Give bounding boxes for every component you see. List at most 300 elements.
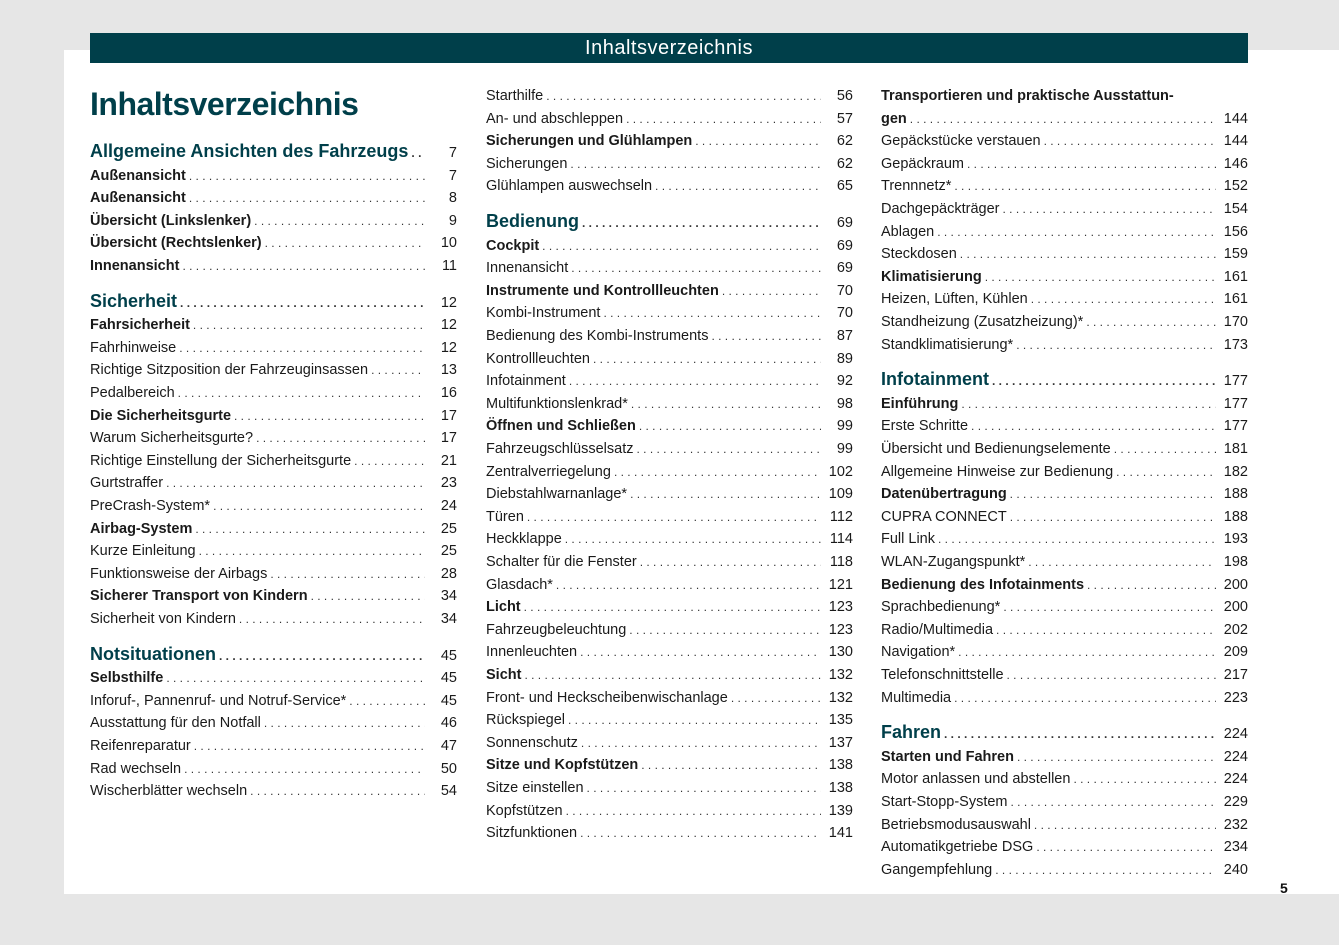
toc-entry[interactable] xyxy=(90,233,457,253)
toc-entry-page: 109 xyxy=(828,486,853,503)
toc-leader-dots xyxy=(626,109,821,129)
toc-entry-label: Pedalbereich xyxy=(90,385,175,401)
toc-leader-dots xyxy=(971,416,1216,436)
toc-entry[interactable] xyxy=(90,759,457,779)
toc-leader-dots xyxy=(1114,439,1216,459)
toc-entry-label: Fahrsicherheit xyxy=(90,317,190,334)
toc-entry-label: Sonnenschutz xyxy=(486,734,578,751)
toc-entry[interactable] xyxy=(90,406,457,426)
toc-entry-label: Übersicht und Bedienungselemente xyxy=(881,441,1111,457)
toc-entry-page: 21 xyxy=(440,452,457,469)
toc-entry[interactable] xyxy=(486,303,853,323)
toc-entry-page: 34 xyxy=(440,611,457,627)
toc-entry-page: 217 xyxy=(1223,667,1248,683)
toc-leader-dots xyxy=(524,665,821,685)
toc-entry[interactable] xyxy=(881,815,1248,835)
toc-entry-page: 17 xyxy=(440,407,457,424)
toc-leader-dots xyxy=(695,131,821,151)
toc-entry[interactable] xyxy=(881,575,1248,595)
toc-leader-dots xyxy=(1028,552,1216,572)
toc-entry-label: Ausstattung für den Notfall xyxy=(90,715,261,732)
toc-entry[interactable] xyxy=(486,665,853,685)
toc-leader-dots xyxy=(556,575,821,595)
toc-entry-page: 138 xyxy=(828,780,853,796)
toc-entry-label: Multimedia xyxy=(881,689,952,706)
toc-entry[interactable] xyxy=(486,258,853,278)
toc-entry[interactable] xyxy=(881,665,1248,685)
toc-entry-label: Diebstahlwarnanlage* xyxy=(486,486,628,503)
toc-entry-page: 102 xyxy=(828,463,853,480)
toc-entry[interactable] xyxy=(881,439,1248,459)
toc-entry-label: Sicherheit xyxy=(90,290,178,311)
toc-entry[interactable] xyxy=(486,575,853,595)
toc-entry-page: 45 xyxy=(440,670,457,687)
toc-entry-page: 223 xyxy=(1223,689,1248,706)
toc-entry[interactable] xyxy=(881,154,1248,174)
toc-leader-dots xyxy=(944,722,1216,746)
toc-entry-label: Fahren xyxy=(881,722,942,743)
toc-entry-page: 224 xyxy=(1223,771,1248,788)
toc-entry[interactable] xyxy=(881,335,1248,355)
toc-entry-page: 132 xyxy=(828,667,853,683)
toc-entry[interactable] xyxy=(90,211,457,231)
toc-leader-dots xyxy=(1031,289,1216,309)
toc-leader-dots xyxy=(985,267,1216,287)
toc-entry-label: An- und abschleppen xyxy=(486,110,624,127)
toc-leader-dots xyxy=(995,860,1216,880)
toc-leader-dots xyxy=(593,349,821,369)
toc-entry[interactable] xyxy=(486,326,853,346)
toc-entry-label: Infotainment xyxy=(486,373,566,390)
toc-leader-dots xyxy=(189,166,425,186)
toc-entry[interactable] xyxy=(881,312,1248,332)
toc-entry[interactable] xyxy=(486,349,853,369)
toc-entry-label: Telefonschnittstelle xyxy=(881,667,1004,683)
toc-entry[interactable] xyxy=(90,139,457,163)
toc-entry[interactable] xyxy=(486,710,853,730)
toc-entry[interactable] xyxy=(881,620,1248,640)
toc-entry-page: 200 xyxy=(1223,599,1248,616)
toc-leader-dots xyxy=(184,759,425,779)
toc-entry-page: 65 xyxy=(836,178,853,195)
toc-entry-label: Transportieren und praktische Ausstattun- xyxy=(881,88,1174,104)
toc-entry-label: Allgemeine Hinweise zur Bedienung xyxy=(881,463,1114,480)
toc-entry[interactable] xyxy=(881,688,1248,708)
toc-leader-dots xyxy=(960,244,1216,264)
toc-entry-page: 159 xyxy=(1223,246,1248,263)
toc-entry-label: Schalter für die Fenster xyxy=(486,554,637,570)
toc-entry-label: Rückspiegel xyxy=(486,712,565,729)
toc-entry[interactable] xyxy=(486,154,853,174)
toc-entry[interactable] xyxy=(881,747,1248,767)
toc-entry[interactable] xyxy=(881,792,1248,812)
toc-entry-label: Kopfstützen xyxy=(486,802,563,819)
toc-entry[interactable] xyxy=(881,462,1248,482)
toc-entry[interactable] xyxy=(486,439,853,459)
toc-entry[interactable] xyxy=(90,713,457,733)
toc-entry-page: 50 xyxy=(440,760,457,777)
toc-entry-label: Heizen, Lüften, Kühlen xyxy=(881,291,1028,308)
toc-entry[interactable] xyxy=(90,451,457,471)
toc-entry[interactable] xyxy=(90,289,457,313)
toc-entry-page: 99 xyxy=(836,441,853,457)
toc-leader-dots xyxy=(603,303,821,323)
toc-entry-label: Steckdosen xyxy=(881,246,957,263)
toc-entry[interactable] xyxy=(486,176,853,196)
toc-entry[interactable] xyxy=(90,360,457,380)
toc-entry[interactable] xyxy=(881,529,1248,549)
toc-leader-dots xyxy=(264,713,425,733)
toc-entry-page: 7 xyxy=(448,145,457,161)
toc-entry[interactable] xyxy=(90,315,457,335)
toc-entry[interactable] xyxy=(881,837,1248,857)
toc-entry[interactable] xyxy=(881,416,1248,436)
toc-entry[interactable] xyxy=(881,131,1248,151)
toc-entry-label: Licht xyxy=(486,599,521,616)
toc-leader-dots xyxy=(1073,769,1216,789)
toc-entry-page: 181 xyxy=(1223,441,1248,457)
toc-entry[interactable] xyxy=(90,496,457,516)
toc-entry-page: 45 xyxy=(440,647,457,664)
toc-entry-page: 240 xyxy=(1223,861,1248,878)
toc-leader-dots xyxy=(614,462,821,482)
toc-entry-label: Öffnen und Schließen xyxy=(486,418,636,435)
doc-title: Inhaltsverzeichnis xyxy=(90,86,359,122)
toc-entry[interactable] xyxy=(90,609,457,629)
toc-entry-label: Gepäckstücke verstauen xyxy=(881,133,1041,150)
toc-entry-page: 46 xyxy=(440,715,457,732)
toc-entry[interactable] xyxy=(90,256,457,276)
toc-entry-label: Betriebsmodusauswahl xyxy=(881,816,1031,833)
toc-entry[interactable] xyxy=(881,244,1248,264)
toc-leader-dots xyxy=(580,642,821,662)
toc-entry[interactable] xyxy=(486,371,853,391)
toc-entry[interactable] xyxy=(90,166,457,186)
toc-entry-label: Reifenreparatur xyxy=(90,738,191,754)
toc-leader-dots xyxy=(954,176,1216,196)
toc-entry-label: Datenübertragung xyxy=(881,486,1007,503)
toc-entry-label: Rad wechseln xyxy=(90,760,182,777)
toc-entry-page: 54 xyxy=(440,783,457,800)
toc-entry[interactable] xyxy=(486,597,853,617)
page-number: 5 xyxy=(1280,880,1288,896)
toc-leader-dots xyxy=(1010,507,1216,527)
toc-leader-dots xyxy=(1116,462,1216,482)
toc-leader-dots xyxy=(958,642,1216,662)
toc-entry[interactable] xyxy=(90,668,457,688)
toc-entry-page: 16 xyxy=(440,385,457,401)
toc-entry[interactable] xyxy=(90,781,457,801)
toc-leader-dots xyxy=(166,473,425,493)
toc-entry-page: 89 xyxy=(836,350,853,367)
toc-leader-dots xyxy=(213,496,425,516)
toc-entry[interactable] xyxy=(881,267,1248,287)
toc-entry-page: 98 xyxy=(836,395,853,412)
toc-entry-page: 70 xyxy=(836,282,853,299)
toc-leader-dots xyxy=(711,326,821,346)
toc-leader-dots xyxy=(1087,575,1216,595)
toc-entry[interactable] xyxy=(486,733,853,753)
toc-entry-label: Bedienung des Infotainments xyxy=(881,576,1085,593)
toc-entry[interactable] xyxy=(486,209,853,233)
toc-leader-dots xyxy=(566,801,821,821)
toc-entry-label: Instrumente und Kontrollleuchten xyxy=(486,282,719,299)
toc-leader-dots xyxy=(180,291,425,315)
toc-entry-label: WLAN-Zugangspunkt* xyxy=(881,554,1026,570)
toc-entry[interactable] xyxy=(486,281,853,301)
toc-entry-page: 121 xyxy=(828,576,853,593)
toc-entry[interactable] xyxy=(881,642,1248,662)
toc-leader-dots xyxy=(354,451,425,471)
toc-entry-page: 232 xyxy=(1223,816,1248,833)
toc-leader-dots xyxy=(254,211,425,231)
toc-entry[interactable] xyxy=(486,801,853,821)
toc-entry-label: Die Sicherheitsgurte xyxy=(90,407,232,424)
toc-entry-page: 99 xyxy=(836,418,853,435)
toc-entry-page: 198 xyxy=(1223,554,1248,570)
toc-entry[interactable] xyxy=(486,552,853,572)
toc-entry-page: 177 xyxy=(1223,395,1248,412)
toc-leader-dots xyxy=(349,691,425,711)
toc-entry-page: 45 xyxy=(440,692,457,709)
header-bar xyxy=(90,33,1248,63)
toc-entry[interactable] xyxy=(486,688,853,708)
toc-entry-page: 24 xyxy=(440,498,457,514)
toc-entry-page: 188 xyxy=(1223,486,1248,503)
toc-entry[interactable] xyxy=(486,778,853,798)
toc-entry-label: Sprachbedienung* xyxy=(881,599,1001,616)
toc-leader-dots xyxy=(193,315,425,335)
toc-entry-page: 69 xyxy=(836,215,853,231)
toc-entry-label: Erste Schritte xyxy=(881,418,969,435)
toc-entry-page: 12 xyxy=(440,339,457,356)
toc-leader-dots xyxy=(655,176,821,196)
toc-entry-label: Heckklappe xyxy=(486,531,562,548)
toc-entry[interactable] xyxy=(90,473,457,493)
toc-entry-page: 177 xyxy=(1223,418,1248,435)
toc-entry[interactable] xyxy=(90,586,457,606)
toc-leader-dots xyxy=(256,428,425,448)
toc-entry[interactable] xyxy=(486,642,853,662)
toc-entry-page: 34 xyxy=(440,588,457,605)
toc-leader-dots xyxy=(731,688,821,708)
toc-entry-label: Klimatisierung xyxy=(881,268,982,285)
toc-entry-page: 193 xyxy=(1223,531,1248,548)
toc-entry-page: 17 xyxy=(440,430,457,447)
toc-entry-label: gen xyxy=(881,110,907,127)
toc-entry-label: Innenansicht xyxy=(90,258,180,274)
toc-leader-dots xyxy=(571,258,821,278)
toc-entry-page: 69 xyxy=(836,237,853,254)
toc-entry-label: Notsituationen xyxy=(90,643,216,664)
toc-entry[interactable] xyxy=(486,755,853,775)
toc-entry-page: 135 xyxy=(828,712,853,729)
toc-entry-page: 202 xyxy=(1223,621,1248,638)
toc-leader-dots xyxy=(938,529,1216,549)
toc-leader-dots xyxy=(1007,665,1216,685)
toc-entry[interactable] xyxy=(90,428,457,448)
toc-leader-dots xyxy=(270,564,425,584)
toc-entry[interactable] xyxy=(90,541,457,561)
toc-entry-label: Radio/Multimedia xyxy=(881,621,994,638)
toc-entry-label: Außenansicht xyxy=(90,190,186,207)
toc-entry-page: 69 xyxy=(836,260,853,277)
toc-entry-page: 13 xyxy=(440,362,457,379)
toc-leader-dots xyxy=(250,781,425,801)
toc-leader-dots xyxy=(996,620,1216,640)
toc-entry-label: Motor anlassen und abstellen xyxy=(881,771,1071,788)
toc-entry[interactable] xyxy=(486,529,853,549)
toc-entry[interactable] xyxy=(881,860,1248,880)
toc-entry-page: 234 xyxy=(1223,839,1248,856)
toc-entry-page: 200 xyxy=(1223,576,1248,593)
toc-entry[interactable] xyxy=(881,289,1248,309)
toc-entry[interactable] xyxy=(90,519,457,539)
toc-entry[interactable] xyxy=(90,188,457,208)
toc-leader-dots xyxy=(582,211,821,235)
toc-entry-page: 161 xyxy=(1223,268,1248,285)
toc-entry-page: 144 xyxy=(1223,110,1248,127)
toc-entry-page: 137 xyxy=(828,734,853,751)
toc-leader-dots xyxy=(1044,131,1216,151)
toc-leader-dots xyxy=(569,371,821,391)
toc-entry[interactable] xyxy=(90,736,457,756)
toc-entry[interactable] xyxy=(881,109,1248,129)
toc-entry-page: 152 xyxy=(1223,178,1248,195)
toc-entry-page: 92 xyxy=(836,373,853,390)
toc-entry[interactable] xyxy=(881,769,1248,789)
toc-entry-label: Fahrzeugbeleuchtung xyxy=(486,621,627,638)
toc-entry[interactable] xyxy=(881,199,1248,219)
toc-entry[interactable] xyxy=(486,131,853,151)
toc-leader-dots xyxy=(1003,597,1216,617)
toc-entry-page: 154 xyxy=(1223,201,1248,217)
toc-leader-dots xyxy=(239,609,425,629)
toc-entry-page: 209 xyxy=(1223,644,1248,661)
toc-entry-label: Infotainment xyxy=(881,369,989,390)
toc-entry-label: Sitze einstellen xyxy=(486,780,584,796)
toc-entry-page: 139 xyxy=(828,802,853,819)
toc-entry-page: 144 xyxy=(1223,133,1248,150)
toc-entry[interactable] xyxy=(90,691,457,711)
toc-entry[interactable] xyxy=(486,484,853,504)
toc-entry[interactable] xyxy=(486,507,853,527)
toc-leader-dots xyxy=(722,281,821,301)
toc-entry-label: Dachgepäckträger xyxy=(881,201,1000,217)
toc-entry[interactable] xyxy=(90,383,457,403)
toc-entry[interactable] xyxy=(486,394,853,414)
toc-leader-dots xyxy=(189,188,425,208)
toc-entry-label: Starthilfe xyxy=(486,88,544,104)
toc-entry-label: Gepäckraum xyxy=(881,155,965,172)
toc-entry-label: Inforuf-, Pannenruf- und Notruf-Service* xyxy=(90,692,347,709)
toc-leader-dots xyxy=(1086,312,1216,332)
toc-entry-label: Front- und Heckscheibenwischanlage xyxy=(486,689,728,706)
toc-entry-label: Fahrzeugschlüsselsatz xyxy=(486,441,634,457)
toc-entry-label: CUPRA CONNECT xyxy=(881,508,1007,525)
toc-entry-label: Ablagen xyxy=(881,223,935,240)
toc-entry-label: Sicht xyxy=(486,667,522,683)
toc-entry-label: Fahrhinweise xyxy=(90,339,177,356)
toc-entry[interactable] xyxy=(881,222,1248,242)
toc-entry-page: 12 xyxy=(440,294,457,311)
toc-entry-label: Sitzfunktionen xyxy=(486,825,578,842)
toc-entry-label: Sicherheit von Kindern xyxy=(90,611,236,627)
toc-entry-page: 112 xyxy=(829,508,853,525)
toc-entry-label: Wischerblätter wechseln xyxy=(90,783,248,800)
toc-leader-dots xyxy=(640,552,821,572)
toc-entry-page: 114 xyxy=(829,531,853,548)
toc-entry[interactable] xyxy=(881,484,1248,504)
toc-entry[interactable] xyxy=(90,564,457,584)
toc-leader-dots xyxy=(1010,484,1216,504)
toc-entry[interactable] xyxy=(881,86,1248,106)
toc-leader-dots xyxy=(371,360,425,380)
toc-leader-dots xyxy=(568,710,821,730)
toc-entry-label: Start-Stopp-System xyxy=(881,794,1008,810)
toc-entry-label: Standklimatisierung* xyxy=(881,336,1014,353)
toc-leader-dots xyxy=(194,736,425,756)
toc-entry[interactable] xyxy=(881,507,1248,527)
toc-entry[interactable] xyxy=(881,597,1248,617)
toc-entry-label: Sitze und Kopfstützen xyxy=(486,757,639,774)
toc-entry-label: Standheizung (Zusatzheizung)* xyxy=(881,314,1084,330)
toc-leader-dots xyxy=(581,733,821,753)
toc-entry-page: 141 xyxy=(828,825,853,842)
toc-entry[interactable] xyxy=(486,416,853,436)
toc-entry[interactable] xyxy=(881,552,1248,572)
toc-entry-label: Trennnetz* xyxy=(881,178,952,195)
toc-entry-page: 62 xyxy=(836,155,853,172)
toc-entry[interactable] xyxy=(881,176,1248,196)
toc-entry-page: 10 xyxy=(440,235,457,252)
toc-entry-page: 170 xyxy=(1223,314,1248,330)
toc-entry-label: Außenansicht xyxy=(90,167,186,184)
toc-leader-dots xyxy=(219,644,425,668)
toc-entry-page: 8 xyxy=(448,190,457,207)
toc-leader-dots xyxy=(195,519,425,539)
toc-leader-dots xyxy=(580,823,821,843)
toc-entry[interactable] xyxy=(486,109,853,129)
toc-leader-dots xyxy=(178,383,425,403)
toc-entry-page: 47 xyxy=(440,738,457,754)
toc-leader-dots xyxy=(1017,747,1216,767)
toc-leader-dots xyxy=(1036,837,1216,857)
toc-entry[interactable] xyxy=(486,462,853,482)
toc-entry-page: 138 xyxy=(828,757,853,774)
toc-entry[interactable] xyxy=(486,236,853,256)
toc-entry-page: 161 xyxy=(1223,291,1248,308)
toc-entry-label: Gangempfehlung xyxy=(881,861,993,878)
toc-entry-label: Glasdach* xyxy=(486,576,553,593)
toc-entry-page: 173 xyxy=(1223,336,1248,353)
toc-entry[interactable] xyxy=(881,394,1248,414)
toc-entry-page: 224 xyxy=(1223,726,1248,743)
toc-leader-dots xyxy=(937,222,1216,242)
toc-entry[interactable] xyxy=(486,620,853,640)
toc-entry[interactable] xyxy=(90,338,457,358)
toc-leader-dots xyxy=(954,688,1216,708)
toc-entry[interactable] xyxy=(90,642,457,666)
toc-entry[interactable] xyxy=(486,823,853,843)
toc-entry-label: Navigation* xyxy=(881,644,956,661)
toc-entry[interactable] xyxy=(881,367,1248,391)
toc-entry[interactable] xyxy=(881,720,1248,744)
toc-entry-page: 156 xyxy=(1223,223,1248,240)
toc-entry-label: Sicherungen xyxy=(486,155,568,172)
toc-leader-dots xyxy=(992,369,1216,393)
toc-entry[interactable] xyxy=(486,86,853,106)
